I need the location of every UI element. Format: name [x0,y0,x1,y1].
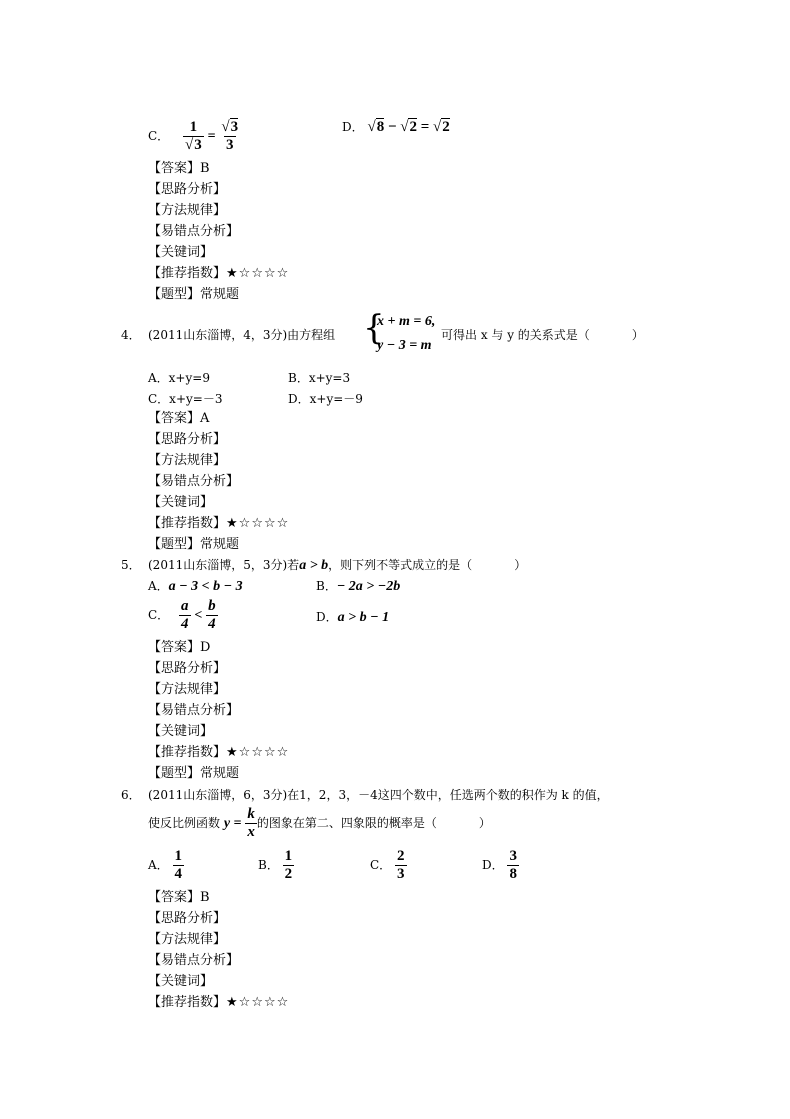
fraction [206,598,218,633]
q3-option-d [342,119,450,135]
numerator: 2 [397,848,405,864]
rating-line [148,994,289,1012]
numerator: 3 [509,848,517,864]
type-line: 【题型】常规题 [148,766,240,781]
equals-sign: = [207,129,216,144]
option-label: C． [148,129,170,143]
q5-option-a [148,578,243,595]
denominator: 3 [397,866,405,882]
rating-line [148,265,289,283]
minus-sign: − [387,119,397,135]
error-line: 【易错点分析】 [148,703,240,718]
q5-stem [148,557,526,574]
option-label: C． [370,858,392,872]
q5-option-d [316,609,389,626]
left-brace-icon: { [363,308,385,348]
math-expression: − 2a > −2b [336,579,401,594]
less-than-sign: < [194,608,203,623]
rating-label: 【推荐指数】 [148,516,227,531]
radicand: 8 [376,119,385,135]
option-label: D． [316,610,338,624]
closing-paren: ） [631,328,644,342]
denominator: x [247,824,255,840]
q6-option-a [148,848,184,883]
answer-line: 【答案】B [148,890,210,905]
star-rating-icon: ★☆☆☆☆ [226,266,290,281]
closing-paren: ） [478,816,491,830]
keywords-line: 【关键词】 [148,495,214,510]
equation-2: y − 3 = m [377,338,432,353]
star-rating-icon: ★☆☆☆☆ [226,745,290,760]
denominator: 4 [181,616,189,632]
star-rating-icon: ★☆☆☆☆ [226,995,290,1010]
numerator: k [247,806,255,822]
q3-option-c [148,119,240,154]
question-number: 6． [121,788,141,802]
numerator: √3 [221,119,239,135]
rating-line [148,744,289,762]
math-expression: a > b − 1 [337,610,390,625]
numerator: 1 [284,848,293,864]
fraction [183,119,204,154]
q4-option-d: D．x+y=－9 [288,392,363,406]
closing-paren: ） [514,558,527,572]
math-expression: √8 − √2 = √2 [367,119,450,135]
option-label: D． [482,858,504,872]
option-label: A． [148,579,169,593]
analysis-line: 【思路分析】 [148,182,227,197]
rating-label: 【推荐指数】 [148,266,227,281]
numerator: b [208,598,216,614]
stem-prefix: 使反比例函数 [148,816,221,830]
option-label: B． [258,858,279,872]
equals-sign: = [420,119,430,135]
rating-label: 【推荐指数】 [148,745,227,760]
fraction [173,848,185,883]
error-line: 【易错点分析】 [148,224,240,239]
answer-line: 【答案】B [148,161,210,176]
question-number: 5． [121,558,141,572]
method-line: 【方法规律】 [148,203,227,218]
q6-stem-line2 [148,806,491,841]
stem-suffix: ，则下列不等式成立的是（ [328,558,473,572]
q6-option-b [258,848,294,883]
error-line: 【易错点分析】 [148,953,240,968]
rating-label: 【推荐指数】 [148,995,227,1010]
q5-option-c [148,598,218,633]
question-number: 4． [121,328,141,342]
method-line: 【方法规律】 [148,932,227,947]
fraction [179,598,191,633]
q5-option-b [316,578,400,595]
radicand: 2 [409,119,417,135]
q4-stem-prefix: (2011山东淄博，4，3分)由方程组 [148,328,336,342]
rating-line [148,515,289,533]
answer-line: 【答案】D [148,640,211,655]
q4-option-b: B．x+y=3 [288,371,351,385]
q4-stem-suffix [441,327,644,343]
analysis-line: 【思路分析】 [148,911,227,926]
q4-option-a: A．x+y=9 [148,371,210,385]
stem-suffix: 可得出 x 与 y 的关系式是（ [441,328,590,342]
q6-stem-line1: (2011山东淄博，6，3分)在1，2，3，－4这四个数中，任选两个数的积作为 k 的值， [148,788,609,802]
analysis-line: 【思路分析】 [148,661,227,676]
option-label: C． [148,608,170,622]
fraction [245,806,257,841]
type-line: 【题型】常规题 [148,537,240,552]
math-expression: a − 3 < b − 3 [168,579,243,594]
method-line: 【方法规律】 [148,453,227,468]
method-line: 【方法规律】 [148,682,227,697]
stem-suffix: 的图象在第二、四象限的概率是（ [256,816,437,830]
keywords-line: 【关键词】 [148,245,214,260]
fraction [283,848,295,883]
denominator: 2 [284,866,293,882]
error-line: 【易错点分析】 [148,474,240,489]
q4-option-c: C．x+y=－3 [148,392,223,406]
fraction [395,848,407,883]
answer-line: 【答案】A [148,411,210,426]
radicand: 2 [442,119,450,135]
denominator: 8 [509,866,517,882]
option-label: A． [148,858,169,872]
denominator: 3 [226,137,234,153]
numerator: 1 [189,119,198,135]
numerator: a [181,598,189,614]
fraction [219,119,240,154]
type-line: 【题型】常规题 [148,287,240,302]
stem-prefix: (2011山东淄博，5，3分)若 [148,558,300,572]
radicand: 3 [230,119,239,135]
analysis-line: 【思路分析】 [148,432,227,447]
keywords-line: 【关键词】 [148,974,214,989]
function-lhs: y = [223,816,242,831]
q6-option-c [370,848,407,883]
keywords-line: 【关键词】 [148,724,214,739]
numerator: 1 [174,848,182,864]
denominator: √3 [185,137,202,153]
q6-option-d [482,848,519,883]
condition-expression: a > b [299,558,329,573]
option-label: B． [316,579,337,593]
star-rating-icon: ★☆☆☆☆ [226,516,290,531]
equation-1: x + m = 6, [377,314,436,329]
denominator: 4 [174,866,182,882]
fraction [507,848,519,883]
option-label: D． [342,120,364,134]
denominator: 4 [208,616,216,632]
radicand: 3 [194,137,202,153]
